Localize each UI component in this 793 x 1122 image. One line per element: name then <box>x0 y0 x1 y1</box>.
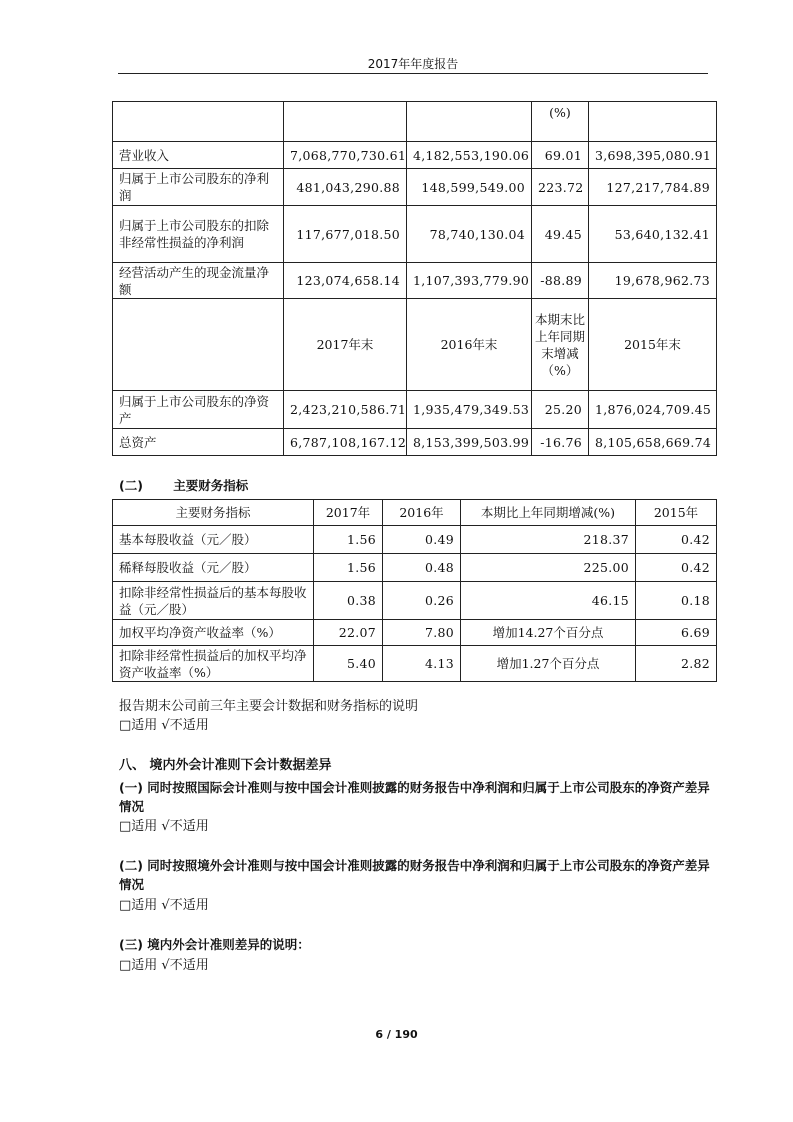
table-cell <box>284 102 407 142</box>
value-2017: 481,043,290.88 <box>284 169 407 206</box>
subsection-three-title: (三) 境内外会计准则差异的说明： <box>119 937 310 952</box>
table-row <box>113 142 717 169</box>
value-2015: 3,698,395,080.91 <box>589 142 717 169</box>
value-2015: 19,678,962.73 <box>589 263 717 299</box>
value-change: 25.20 <box>532 391 589 429</box>
row-label: 归属于上市公司股东的净利润 <box>113 169 284 206</box>
value-2015: 1,876,024,709.45 <box>589 391 717 429</box>
row-label: 归属于上市公司股东的扣除非经常性损益的净利润 <box>113 206 284 263</box>
table-cell <box>589 102 717 142</box>
section-heading-financial-indicators <box>119 476 248 495</box>
value-2016: 1,935,479,349.53 <box>407 391 532 429</box>
subsection-two-title: (二) 同时按照境外会计准则与按中国会计准则披露的财务报告中净利润和归属于上市公司股东的净资产差异情况 <box>119 858 710 892</box>
table-row <box>113 169 717 206</box>
table-row <box>113 554 717 582</box>
value-2016: 4.13 <box>383 646 461 682</box>
row-label: 基本每股收益（元／股） <box>113 526 314 554</box>
value-change: -16.76 <box>532 429 589 456</box>
note-text: 报告期末公司前三年主要会计数据和财务指标的说明 <box>119 699 419 714</box>
table-row <box>113 620 717 646</box>
row-label: 归属于上市公司股东的净资产 <box>113 391 284 429</box>
row-label: 扣除非经常性损益后的基本每股收益（元／股） <box>113 582 314 620</box>
table-row <box>113 102 717 142</box>
value-2016: 0.49 <box>383 526 461 554</box>
value-change: 69.01 <box>532 142 589 169</box>
value-2015: 0.42 <box>636 554 717 582</box>
row-label: 扣除非经常性损益后的加权平均净资产收益率（%） <box>113 646 314 682</box>
header-change-end: 本期末比上年同期末增减（%） <box>532 299 589 391</box>
header-2017-end: 2017年末 <box>284 299 407 391</box>
value-change: 218.37 <box>461 526 636 554</box>
value-2016: 1,107,393,779.90 <box>407 263 532 299</box>
value-2017: 2,423,210,586.71 <box>284 391 407 429</box>
value-2017: 1.56 <box>314 554 383 582</box>
table-row <box>113 526 717 554</box>
applicable-choice: □适用 √不适用 <box>119 898 209 913</box>
value-change: -88.89 <box>532 263 589 299</box>
value-2015: 2.82 <box>636 646 717 682</box>
value-2016: 78,740,130.04 <box>407 206 532 263</box>
column-header: 本期比上年同期增减(%) <box>461 500 636 526</box>
row-label: 经营活动产生的现金流量净额 <box>113 263 284 299</box>
section-eight-title: 八、 境内外会计准则下会计数据差异 <box>119 758 332 773</box>
value-2017: 22.07 <box>314 620 383 646</box>
header-2015-end: 2015年末 <box>589 299 717 391</box>
value-2017: 7,068,770,730.61 <box>284 142 407 169</box>
value-change: 46.15 <box>461 582 636 620</box>
value-2017: 6,787,108,167.12 <box>284 429 407 456</box>
value-change: 增加14.27个百分点 <box>461 620 636 646</box>
column-header: 2015年 <box>636 500 717 526</box>
value-2017: 5.40 <box>314 646 383 682</box>
table-row <box>113 263 717 299</box>
table-subheader-row <box>113 299 717 391</box>
value-2016: 8,153,399,503.99 <box>407 429 532 456</box>
table-row <box>113 582 717 620</box>
value-2016: 4,182,553,190.06 <box>407 142 532 169</box>
row-label: 稀释每股收益（元／股） <box>113 554 314 582</box>
table-cell <box>113 299 284 391</box>
value-2016: 0.26 <box>383 582 461 620</box>
value-change: 49.45 <box>532 206 589 263</box>
value-2017: 117,677,018.50 <box>284 206 407 263</box>
applicable-choice: □适用 √不适用 <box>119 718 209 733</box>
row-label: 总资产 <box>113 429 284 456</box>
applicable-choice: □适用 √不适用 <box>119 819 209 834</box>
table-row <box>113 391 717 429</box>
column-header: 2017年 <box>314 500 383 526</box>
value-2015: 8,105,658,669.74 <box>589 429 717 456</box>
table-row <box>113 646 717 682</box>
page-number: 6 / 190 <box>375 1028 418 1041</box>
change-pct-header: (%) <box>532 102 589 142</box>
value-change: 增加1.27个百分点 <box>461 646 636 682</box>
value-2017: 1.56 <box>314 526 383 554</box>
value-2015: 127,217,784.89 <box>589 169 717 206</box>
table-cell <box>113 102 284 142</box>
value-2015: 0.18 <box>636 582 717 620</box>
subsection-one-title: (一) 同时按照国际会计准则与按中国会计准则披露的财务报告中净利润和归属于上市公司股东的净资产差异情况 <box>119 780 710 814</box>
value-change: 225.00 <box>461 554 636 582</box>
applicable-choice: □适用 √不适用 <box>119 958 209 973</box>
value-2015: 53,640,132.41 <box>589 206 717 263</box>
header-2016-end: 2016年末 <box>407 299 532 391</box>
table-row <box>113 429 717 456</box>
value-change: 223.72 <box>532 169 589 206</box>
value-2015: 0.42 <box>636 526 717 554</box>
value-2017: 0.38 <box>314 582 383 620</box>
financial-indicators-table <box>112 499 717 682</box>
table-header-row <box>113 500 717 526</box>
value-2016: 0.48 <box>383 554 461 582</box>
section-title: 主要财务指标 <box>173 478 249 493</box>
value-2015: 6.69 <box>636 620 717 646</box>
section-number: (二) <box>119 478 143 493</box>
header-divider <box>118 73 708 74</box>
table-cell <box>407 102 532 142</box>
value-2017: 123,074,658.14 <box>284 263 407 299</box>
value-2016: 7.80 <box>383 620 461 646</box>
column-header: 主要财务指标 <box>113 500 314 526</box>
value-2016: 148,599,549.00 <box>407 169 532 206</box>
page-header-title: 2017年年度报告 <box>367 57 459 71</box>
column-header: 2016年 <box>383 500 461 526</box>
accounting-data-table <box>112 101 717 456</box>
table-row <box>113 206 717 263</box>
row-label: 加权平均净资产收益率（%） <box>113 620 314 646</box>
row-label: 营业收入 <box>113 142 284 169</box>
